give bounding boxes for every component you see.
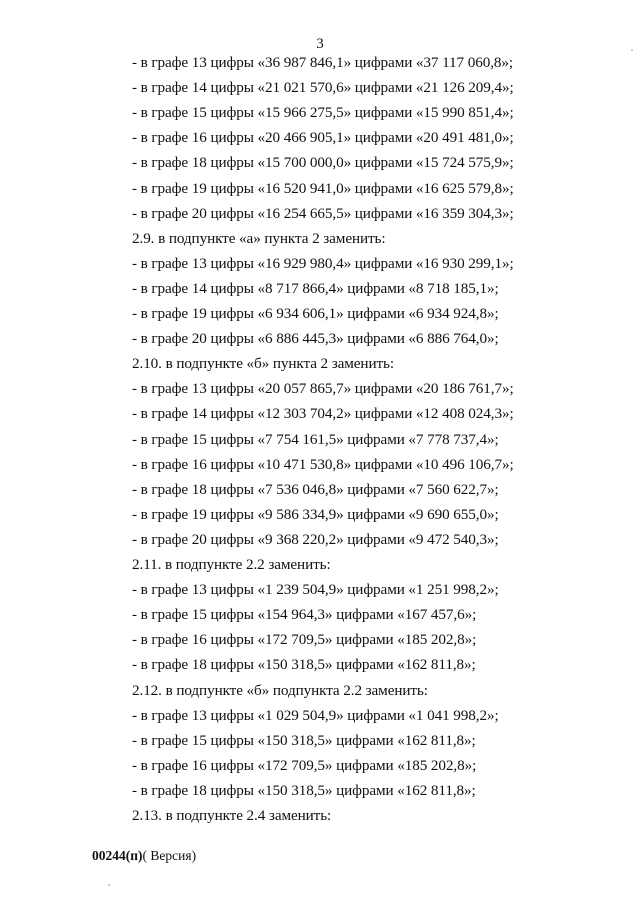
amendment-line: - в графе 16 цифры «10 471 530,8» цифрами «10 496 106,7»; <box>132 456 514 473</box>
amendment-line: - в графе 20 цифры «16 254 665,5» цифрами «16 359 304,3»; <box>132 205 514 222</box>
amendment-line: - в графе 18 цифры «150 318,5» цифрами «162 811,8»; <box>132 656 476 673</box>
document-code: 00244(п) <box>92 848 143 863</box>
section-heading: 2.10. в подпункте «б» пункта 2 заменить: <box>132 355 394 372</box>
amendment-line: - в графе 14 цифры «21 021 570,6» цифрами «21 126 209,4»; <box>132 79 514 96</box>
amendment-line: - в графе 14 цифры «12 303 704,2» цифрами «12 408 024,3»; <box>132 405 514 422</box>
scan-speck <box>631 49 633 51</box>
amendment-line: - в графе 15 цифры «7 754 161,5» цифрами «7 778 737,4»; <box>132 431 499 448</box>
amendment-line: - в графе 13 цифры «20 057 865,7» цифрами «20 186 761,7»; <box>132 380 514 397</box>
section-heading: 2.9. в подпункте «а» пункта 2 заменить: <box>132 230 386 247</box>
amendment-line: - в графе 19 цифры «9 586 334,9» цифрами «9 690 655,0»; <box>132 506 499 523</box>
amendment-line: - в графе 16 цифры «172 709,5» цифрами «185 202,8»; <box>132 631 477 648</box>
amendment-line: - в графе 18 цифры «7 536 046,8» цифрами «7 560 622,7»; <box>132 481 499 498</box>
amendment-line: - в графе 15 цифры «15 966 275,5» цифрами «15 990 851,4»; <box>132 104 514 121</box>
document-version: ( Версия) <box>142 848 197 863</box>
amendment-line: - в графе 16 цифры «172 709,5» цифрами «185 202,8»; <box>132 757 477 774</box>
amendment-line: - в графе 13 цифры «36 987 846,1» цифрами «37 117 060,8»; <box>132 54 514 71</box>
amendment-line: - в графе 13 цифры «1 029 504,9» цифрами «1 041 998,2»; <box>132 707 499 724</box>
amendment-line: - в графе 18 цифры «150 318,5» цифрами «162 811,8»; <box>132 782 476 799</box>
amendment-line: - в графе 14 цифры «8 717 866,4» цифрами «8 718 185,1»; <box>132 280 499 297</box>
amendment-line: - в графе 15 цифры «150 318,5» цифрами «162 811,8»; <box>132 732 476 749</box>
section-heading: 2.11. в подпункте 2.2 заменить: <box>132 556 331 573</box>
amendment-line: - в графе 18 цифры «15 700 000,0» цифрами «15 724 575,9»; <box>132 154 514 171</box>
amendment-line: - в графе 19 цифры «6 934 606,1» цифрами «6 934 924,8»; <box>132 305 499 322</box>
scan-speck <box>108 884 110 886</box>
amendment-line: - в графе 20 цифры «9 368 220,2» цифрами «9 472 540,3»; <box>132 531 499 548</box>
amendment-line: - в графе 15 цифры «154 964,3» цифрами «167 457,6»; <box>132 606 477 623</box>
page-number: 3 <box>316 36 324 52</box>
section-heading: 2.13. в подпункте 2.4 заменить: <box>132 807 332 824</box>
section-heading: 2.12. в подпункте «б» подпункта 2.2 заменить: <box>132 682 428 699</box>
amendment-line: - в графе 13 цифры «1 239 504,9» цифрами «1 251 998,2»; <box>132 581 499 598</box>
document-footer <box>92 847 196 865</box>
amendment-line: - в графе 19 цифры «16 520 941,0» цифрами «16 625 579,8»; <box>132 180 514 197</box>
amendment-line: - в графе 20 цифры «6 886 445,3» цифрами «6 886 764,0»; <box>132 330 499 347</box>
amendment-line: - в графе 16 цифры «20 466 905,1» цифрами «20 491 481,0»; <box>132 129 514 146</box>
amendment-line: - в графе 13 цифры «16 929 980,4» цифрами «16 930 299,1»; <box>132 255 514 272</box>
